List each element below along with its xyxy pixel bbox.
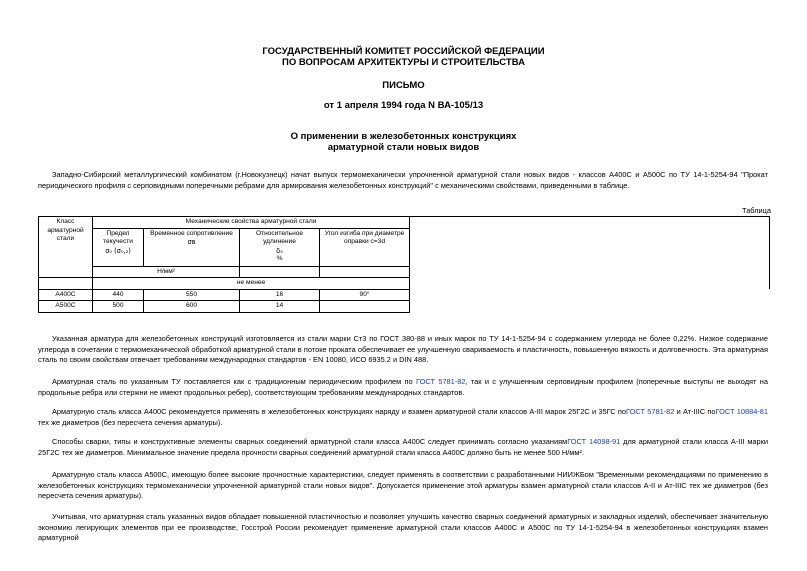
table-row bbox=[39, 289, 770, 301]
p3-text-b: и Ат-IIIС по bbox=[674, 407, 716, 416]
properties-table bbox=[38, 216, 770, 313]
row-bend bbox=[320, 301, 410, 313]
row-elong: 14 bbox=[240, 301, 320, 313]
row-yield: 500 bbox=[93, 301, 144, 313]
paragraph-a500c: Арматурную сталь класса А500С, имеющую более высокие прочностные характеристики, следует применять в соответствии с разработанными НИИЖБом "Временными рекомендациями по применению в железобетонных конструкциях термомеханически упрочненной арматурной стали новых видов". Допускается применение этой арматуры взамен арматурной стали классов А-II и Ат-IIIС тех же диаметров (без пересчета сечения арматуры). bbox=[38, 470, 768, 500]
paragraph-welding bbox=[38, 437, 768, 458]
row-elong: 16 bbox=[240, 289, 320, 301]
row-bend: 90° bbox=[320, 289, 410, 301]
th-elong bbox=[240, 228, 320, 266]
gost-14098-link[interactable]: ГОСТ 14098-91 bbox=[567, 437, 621, 446]
th-elong-unit: % bbox=[276, 255, 283, 262]
gost-5781-link-2[interactable]: ГОСТ 5781-82 bbox=[626, 407, 675, 416]
row-strength: 550 bbox=[144, 289, 240, 301]
doc-subject-line1: О применении в железобетонных конструкциях bbox=[290, 131, 517, 142]
doc-date-number: от 1 апреля 1994 года N ВА-105/13 bbox=[323, 100, 484, 111]
th-strength-symbol: σв bbox=[187, 238, 196, 246]
row-class: А400С bbox=[39, 289, 93, 301]
gost-10884-link[interactable]: ГОСТ 10884-81 bbox=[715, 407, 768, 416]
th-unit: Н/мм² bbox=[93, 266, 240, 278]
th-elong-symbol: δ₅ bbox=[276, 246, 283, 255]
p2-text-a: Арматурная сталь по указанным ТУ поставляется как с традиционным периодическим профилем по bbox=[52, 377, 417, 386]
th-strength bbox=[144, 228, 240, 266]
th-class-empty bbox=[39, 278, 93, 290]
p4-text-a: Способы сварки, типы и конструктивные элементы сварных соединений арматурной стали класса А400С следует принимать согласно указаниям bbox=[52, 437, 568, 446]
th-bend: Угол изгиба при диаметре оправки c=3d bbox=[320, 228, 410, 266]
row-strength: 600 bbox=[144, 301, 240, 313]
row-blank bbox=[410, 301, 770, 313]
paragraph-profile bbox=[38, 377, 768, 398]
p4-text-b: для арматурной стали класса А-III марки 25Г2С тех же диаметров. Минимальное значение предела прочности сварных соединений арматурной стали класса А400С должно быть не менее 500 Н/мм². bbox=[38, 437, 768, 457]
intro-paragraph: Западно-Сибирский металлургический комбинатом (г.Новокузнецк) начат выпуск термомеханически упрочненной арматурной стали новых видов - классов А400С и А500С по ТУ 14-1-5254-94 "Прокат периодического профиля с серповидными поперечными ребрами для армирования железобетонных конструкций" с механическими свойствами, приведенными в таблице. bbox=[38, 170, 768, 190]
th-yield-label: Предел текучести bbox=[103, 229, 133, 245]
row-yield: 440 bbox=[93, 289, 144, 301]
table-blank bbox=[410, 217, 770, 290]
doc-type: ПИСЬМО bbox=[382, 80, 425, 91]
th-yield-symbol: σ₀ (σ₀,₂) bbox=[105, 246, 131, 255]
row-class: А500С bbox=[39, 301, 93, 313]
doc-subject-line2: арматурной стали новых видов bbox=[327, 142, 480, 153]
table-row bbox=[39, 301, 770, 313]
paragraph-a400c bbox=[38, 407, 768, 428]
p2-text-b: , так и с улучшенным серповидным профилем (поперечные выступы не выходят на продольные ребра или стержни не имеют продольных ребер), соответствующим требованиям международных стандартов. bbox=[38, 377, 768, 397]
p3-text-a: Арматурную сталь класса А400С рекомендуется применять в железобетонных конструкциях наряду и взамен арматурной стали классов А-III марок 25Г2С и 35ГС по bbox=[52, 407, 627, 416]
header-committee-sub: ПО ВОПРОСАМ АРХИТЕКТУРЫ И СТРОИТЕЛЬСТВА bbox=[282, 57, 525, 68]
table-caption: Таблица bbox=[742, 206, 771, 215]
gost-5781-link[interactable]: ГОСТ 5781-82 bbox=[416, 377, 466, 386]
th-class: Класс арматурной стали bbox=[39, 217, 93, 278]
header-committee: ГОСУДАРСТВЕННЫЙ КОМИТЕТ РОССИЙСКОЙ ФЕДЕРАЦИИ bbox=[262, 46, 545, 57]
th-strength-label: Временное сопротивление bbox=[150, 229, 233, 237]
row-blank bbox=[410, 289, 770, 301]
paragraph-recommendation: Учитывая, что арматурная сталь указанных видов обладает повышенной пластичностью и позволяет улучшить качество сварных соединений арматурных и закладных изделий, обеспечивает значительную экономию легирующих элементов при ее производстве, Госстрой России рекомендует применение арматурной стали классов А400С и А500С по ТУ 14-1-5254-94 в железобетонных конструкциях взамен арматурной bbox=[38, 512, 768, 542]
th-min: не менее bbox=[93, 278, 410, 290]
th-empty-2 bbox=[320, 266, 410, 278]
th-group: Механические свойства арматурной стали bbox=[93, 217, 410, 229]
p3-text-c: тех же диаметров (без пересчета сечения арматуры). bbox=[38, 417, 223, 427]
th-elong-label: Относительное удлинение bbox=[255, 229, 304, 245]
th-yield bbox=[93, 228, 144, 266]
th-empty-1 bbox=[240, 266, 320, 278]
paragraph-steel-grade: Указанная арматура для железобетонных конструкций изготовляется из стали марки Ст3 по ГОСТ 380-88 и иных марок по ТУ 14-1-5254-94 с содержанием углерода не более 0,22%. Низкое содержание углерода в сочетании с термомеханической обработкой арматурной стали в потоке проката обеспечивает ее улучшенную свариваемость и пластичность, повышенную вязкость и долговечность. Эта арматурная сталь по своим свойствам отвечает требованиям международных стандартов - EN 10080, ИСО 6935.2 и DIN 488. bbox=[38, 334, 768, 364]
